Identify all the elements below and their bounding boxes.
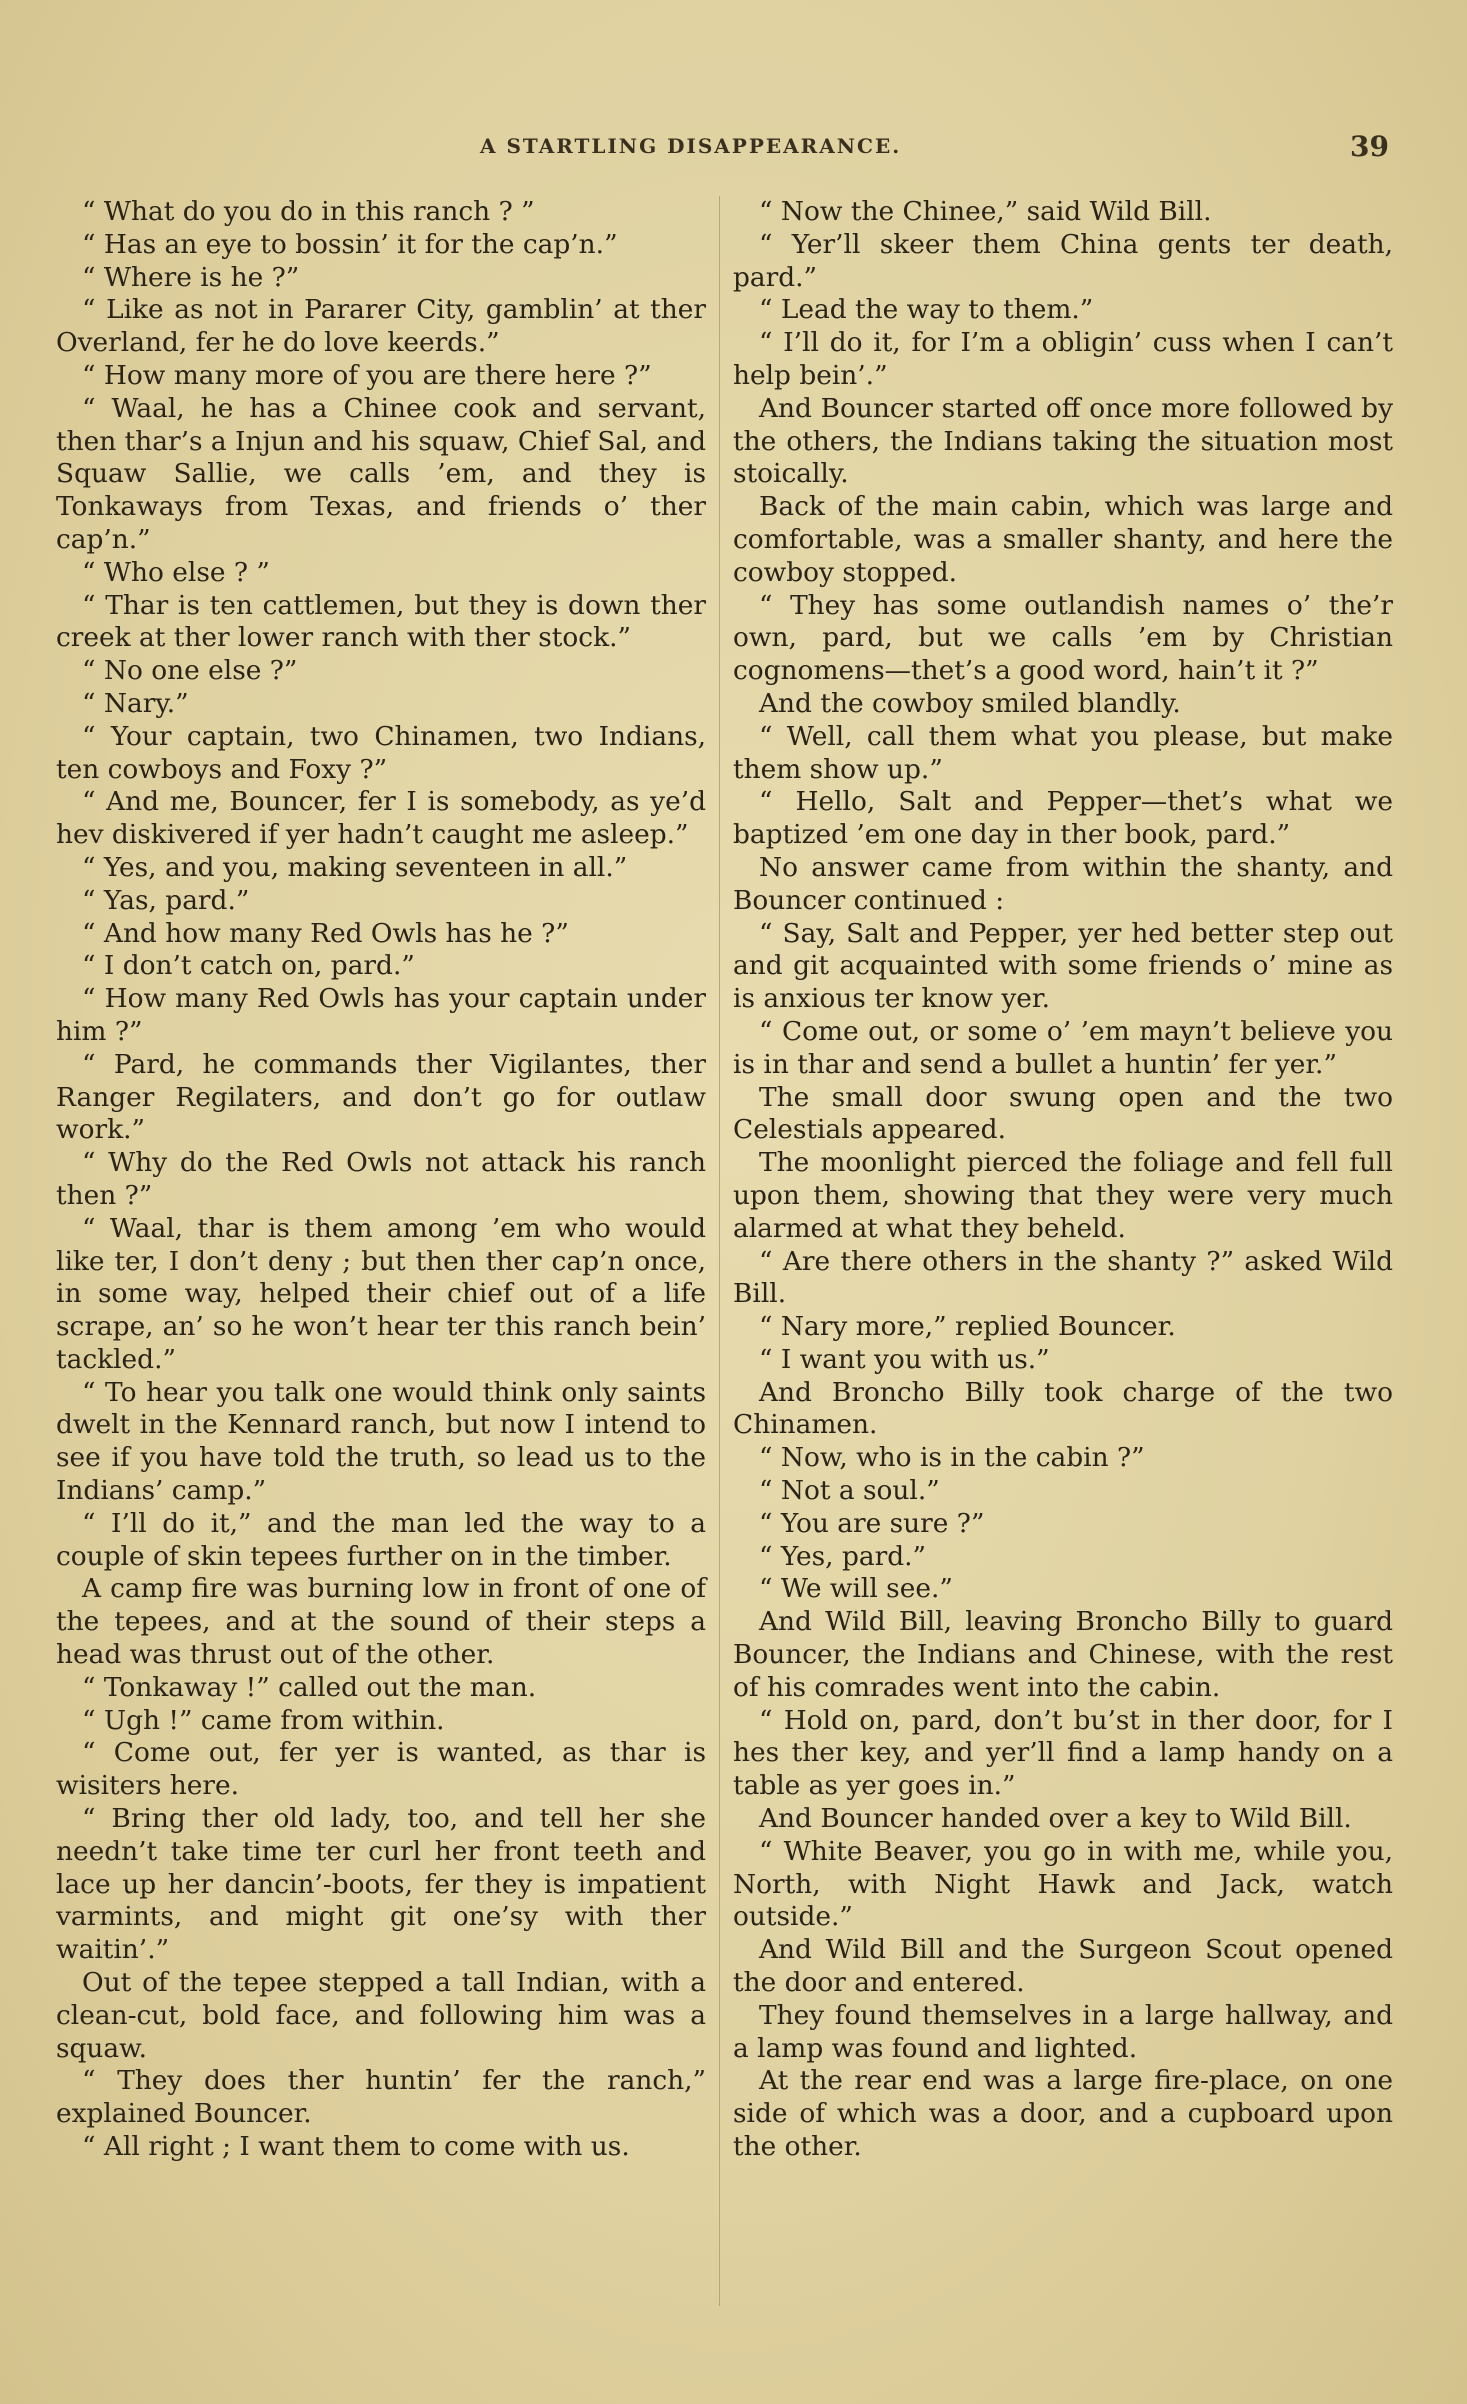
paragraph: “ Tonkaway !” called out the man. [82, 1671, 537, 1703]
paragraph: “ Yas, pard.” [82, 884, 250, 916]
paragraph: They found themselves in a large hallway, and a lamp was found and lighted. [733, 1999, 1393, 2064]
paragraph: And the cowboy smiled blandly. [759, 687, 1181, 719]
left-column [56, 196, 706, 2164]
paragraph: “ We will see.” [759, 1573, 953, 1605]
paragraph: And Broncho Billy took charge of the two Chinamen. [733, 1376, 1393, 1441]
paragraph: “ Now, who is in the cabin ?” [759, 1442, 1145, 1474]
paragraph: “ To hear you talk one would think only saints dwelt in the Kennard ranch, but now I intend to see if you have told the truth, so lead us to the Indians’ camp.” [56, 1376, 706, 1507]
paragraph: “ Now the Chinee,” said Wild Bill. [759, 196, 1212, 227]
paragraph: “ Come out, or some o’ ’em mayn’t believe you is in thar and send a bullet a huntin’ fer yer.” [733, 1015, 1393, 1080]
page-number: 39 [1350, 130, 1389, 163]
paragraph: “ Hold on, pard, don’t bu’st in ther door, for I hes ther key, and yer’ll find a lamp handy on a table as yer goes in.” [733, 1704, 1393, 1802]
paragraph: “ Bring ther old lady, too, and tell her she needn’t take time ter curl her front teeth and lace up her dancin’-boots, fer they is impatient varmints, and might git one’sy with ther waitin’.” [56, 1803, 706, 1966]
right-column [733, 196, 1393, 2164]
paragraph: “ Come out, fer yer is wanted, as thar is wisiters here. [56, 1737, 706, 1802]
paragraph: “ Say, Salt and Pepper, yer hed better step out and git acquainted with some friends o’ mine as is anxious ter know yer. [733, 917, 1393, 1015]
paragraph: “ Are there others in the shanty ?” asked Wild Bill. [733, 1245, 1393, 1310]
paragraph: “ Nary more,” replied Bouncer. [759, 1311, 1176, 1343]
paragraph: “ Has an eye to bossin’ it for the cap’n.” [82, 228, 618, 260]
paragraph: “ Well, call them what you please, but make them show up.” [733, 720, 1393, 785]
paragraph: “ Where is he ?” [82, 261, 300, 293]
paragraph: “ And how many Red Owls has he ?” [82, 917, 569, 949]
paragraph: “ Nary.” [82, 687, 189, 719]
paragraph: “ Waal, thar is them among ’em who would like ter, I don’t deny ; but then ther cap’n once, in some way, helped their chief out of a life scrape, an’ so he won’t hear ter this ranch bein’ tackled.” [56, 1212, 706, 1375]
paragraph: A camp fire was burning low in front of one of the tepees, and at the sound of their steps a head was thrust out of the other. [56, 1573, 706, 1671]
paragraph: “ Pard, he commands ther Vigilantes, ther Ranger Regilaters, and don’t go for outlaw work.” [56, 1048, 706, 1146]
paragraph: “ Thar is ten cattlemen, but they is down ther creek at ther lower ranch with ther stock.” [56, 589, 706, 654]
paragraph: “ White Beaver, you go in with me, while you, North, with Night Hawk and Jack, watch outside.” [733, 1835, 1393, 1933]
paragraph: “ Who else ? ” [82, 556, 270, 588]
paragraph: “ Ugh !” came from within. [82, 1704, 445, 1736]
paragraph: And Wild Bill, leaving Broncho Billy to guard Bouncer, the Indians and Chinese, with the rest of his comrades went into the cabin. [733, 1606, 1393, 1703]
paragraph: “ How many more of you are there here ?” [82, 359, 652, 391]
paragraph: Out of the tepee stepped a tall Indian, with a clean-cut, bold face, and following him was a squaw. [56, 1967, 706, 2064]
paragraph: “ Like as not in Pararer City, gamblin’ at ther Overland, fer he do love keerds.” [56, 294, 706, 359]
paragraph: “ Not a soul.” [759, 1475, 940, 1507]
paragraph: “ Yer’ll skeer them China gents ter death, pard.” [733, 228, 1393, 293]
paragraph: “ I want you with us.” [759, 1343, 1050, 1375]
paragraph: “ Yes, pard.” [759, 1540, 926, 1572]
paragraph: “ They has some outlandish names o’ the’r own, pard, but we calls ’em by Christian cognomens—thet’s a good word, hain’t it ?” [733, 589, 1393, 687]
running-head: A STARTLING DISAPPEARANCE. [480, 134, 902, 158]
paragraph: “ And me, Bouncer, fer I is somebody, as ye’d hev diskivered if yer hadn’t caught me asleep.” [56, 786, 706, 851]
paragraph: And Bouncer started off once more followed by the others, the Indians taking the situation most stoically. [733, 392, 1393, 490]
paragraph: “ Waal, he has a Chinee cook and servant, then thar’s a Injun and his squaw, Chief Sal, and Squaw Sallie, we calls ’em, and they is Tonkaways from Texas, and friends o’ ther cap’n.” [56, 392, 706, 555]
paragraph: “ Yes, and you, making seventeen in all.” [82, 851, 628, 883]
paragraph: “ Hello, Salt and Pepper—thet’s what we baptized ’em one day in ther book, pard.” [733, 786, 1393, 851]
paragraph: “ What do you do in this ranch ? ” [82, 196, 535, 227]
paragraph: And Bouncer handed over a key to Wild Bill. [759, 1803, 1352, 1835]
paragraph: “ You are sure ?” [759, 1507, 985, 1539]
paragraph: “ They does ther huntin’ fer the ranch,” explained Bouncer. [56, 2065, 706, 2130]
paragraph: “ Lead the way to them.” [759, 294, 1094, 326]
paragraph: “ I’ll do it, for I’m a obligin’ cuss when I can’t help bein’.” [733, 327, 1393, 391]
paragraph: “ All right ; I want them to come with us. [82, 2131, 630, 2163]
paragraph: The moonlight pierced the foliage and fell full upon them, showing that they were very much alarmed at what they beheld. [733, 1147, 1393, 1244]
paragraph: The small door swung open and the two Celestials appeared. [733, 1081, 1393, 1146]
page-header [0, 130, 1467, 170]
paragraph: Back of the main cabin, which was large and comfortable, was a smaller shanty, and here the cowboy stopped. [733, 491, 1393, 588]
paragraph: “ No one else ?” [82, 655, 298, 687]
paragraph: “ Your captain, two Chinamen, two Indians, ten cowboys and Foxy ?” [56, 720, 706, 785]
paragraph: “ How many Red Owls has your captain under him ?” [56, 983, 706, 1047]
paragraph: “ I don’t catch on, pard.” [82, 950, 415, 982]
paragraph: And Wild Bill and the Surgeon Scout opened the door and entered. [733, 1934, 1393, 1999]
paragraph: “ Why do the Red Owls not attack his ranch then ?” [56, 1147, 706, 1211]
column-divider [719, 196, 720, 2306]
paragraph: “ I’ll do it,” and the man led the way to a couple of skin tepees further on in the timber. [56, 1507, 706, 1572]
paragraph: No answer came from within the shanty, and Bouncer continued : [733, 851, 1393, 916]
paragraph: At the rear end was a large fire-place, on one side of which was a door, and a cupboard upon the other. [733, 2065, 1393, 2163]
